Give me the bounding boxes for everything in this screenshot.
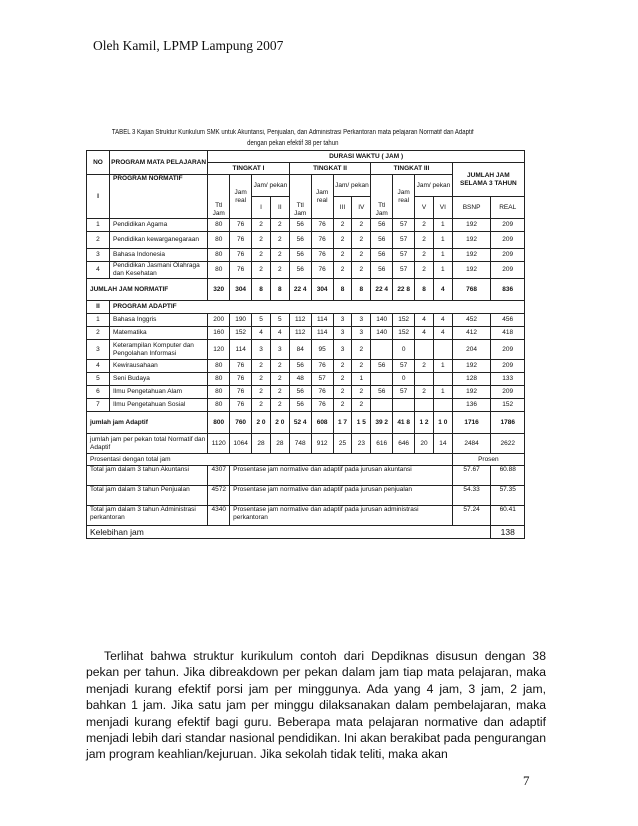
row-value: 80: [208, 360, 230, 373]
row-value: 2: [352, 249, 371, 262]
row-value: 76: [311, 262, 333, 279]
row-value: 28: [270, 434, 289, 454]
row-value: 56: [289, 219, 311, 232]
row-value: [393, 399, 415, 412]
row-value: 1 2: [415, 412, 434, 434]
row-value: 3: [352, 327, 371, 340]
percentage-real: 57.35: [491, 486, 525, 506]
header-program: PROGRAM MATA PELAJARAN: [109, 151, 207, 175]
row-value: 2: [352, 262, 371, 279]
row-value: 80: [208, 373, 230, 386]
row-value: 200: [208, 314, 230, 327]
row-value: 2: [252, 219, 271, 232]
curriculum-table: [86, 150, 525, 539]
row-value: 22 4: [289, 279, 311, 301]
header-ttl-jam-1: Ttl Jam: [208, 175, 230, 219]
row-value: 41 8: [393, 412, 415, 434]
row-value: 28: [252, 434, 271, 454]
header-jam-pekan-3: Jam/ pekan: [415, 175, 453, 197]
row-value: 57: [393, 360, 415, 373]
row-value: 768: [452, 279, 491, 301]
row-value: 2: [270, 232, 289, 249]
row-value: [371, 340, 393, 360]
row-value: 2: [415, 360, 434, 373]
row-value: 3: [333, 340, 352, 360]
row-value: 3: [270, 340, 289, 360]
caption-line-2: dengan pekan efektif 38 per tahun: [247, 140, 339, 147]
table-row: [87, 340, 525, 360]
row-value: 304: [230, 279, 252, 301]
row-number: 4: [87, 360, 110, 373]
table-row: [87, 360, 525, 373]
row-value: 4: [415, 327, 434, 340]
row-value: [433, 340, 452, 360]
row-value: 304: [311, 279, 333, 301]
table-row: [87, 373, 525, 386]
section-adaptif-row: [87, 301, 525, 314]
row-value: [415, 340, 434, 360]
row-value: 76: [230, 386, 252, 399]
row-value: 56: [289, 360, 311, 373]
row-value: [371, 373, 393, 386]
row-value: 2: [415, 262, 434, 279]
row-value: 57: [393, 249, 415, 262]
row-value: 2: [415, 249, 434, 262]
prosentasi-row: [87, 454, 525, 466]
row-number: 4: [87, 262, 110, 279]
row-value: 2: [333, 399, 352, 412]
row-value: 2 0: [252, 412, 271, 434]
row-value: 2: [352, 232, 371, 249]
row-value: 209: [491, 219, 525, 232]
row-value: 2: [270, 373, 289, 386]
header-semester-3: III: [333, 197, 352, 219]
body-paragraph: Terlihat bahwa struktur kurikulum contoh dari Depdiknas disusun dengan 38 pekan per tahun. Jika dibreakdown per pekan dalam jam tiap mata pelajaran, maka menjadi kurang efektif porsi jam per minggunya. Ada yang 4 jam, 3 jam, 2 jam, bahkan 1 jam. Jika satu jam per minggu dilaksanakan dalam pembelajaran, maka menjadi kurang efektif bagi guru. Beberapa mata pelajaran normative dan adaptif menjadi lebih dari standar nasional pendidikan. Ini akan berakibat pada pengurangan jam program keahlian/kejuruan. Jika sekolah tidak teliti, maka akan: [86, 649, 546, 762]
row-name: jumlah jam Adaptif: [87, 412, 208, 434]
row-value: 1: [433, 386, 452, 399]
row-value: 1064: [230, 434, 252, 454]
row-value: 4: [433, 279, 452, 301]
row-value: [415, 373, 434, 386]
row-value: 57: [393, 262, 415, 279]
row-value: 8: [270, 279, 289, 301]
row-value: 2: [333, 373, 352, 386]
row-value: 2: [352, 360, 371, 373]
percentage-real: 60.41: [491, 506, 525, 526]
row-value: 80: [208, 232, 230, 249]
row-value: 456: [491, 314, 525, 327]
percentage-bsnp: 54.33: [452, 486, 491, 506]
row-value: 2: [252, 249, 271, 262]
row-value: 2: [252, 386, 271, 399]
percentage-bsnp: 57.67: [452, 466, 491, 486]
table-row: [87, 232, 525, 249]
row-value: 8: [352, 279, 371, 301]
header-real: REAL: [491, 197, 525, 219]
row-value: 192: [452, 360, 491, 373]
row-name: Keterampilan Komputer dan Pengolahan Informasi: [109, 340, 207, 360]
row-value: 22 4: [371, 279, 393, 301]
row-value: 120: [208, 340, 230, 360]
row-value: 56: [289, 399, 311, 412]
row-value: 56: [289, 232, 311, 249]
row-value: 52 4: [289, 412, 311, 434]
row-value: 1 0: [433, 412, 452, 434]
row-value: 56: [371, 219, 393, 232]
row-name: Pendidikan Agama: [109, 219, 207, 232]
caption-line-1: TABEL 3 Kajian Struktur Kurikulum SMK untuk Akuntansi, Penjualan, dan Administrasi Perkantoran mata pelajaran Normatif dan Adaptif: [111, 129, 474, 136]
row-name: Matematika: [109, 327, 207, 340]
row-value: 1: [433, 232, 452, 249]
row-number: 5: [87, 373, 110, 386]
table-row: [87, 262, 525, 279]
row-value: 192: [452, 219, 491, 232]
section-normatif-label: PROGRAM NORMATIF: [109, 175, 207, 219]
row-value: 140: [371, 327, 393, 340]
row-number: 3: [87, 249, 110, 262]
row-value: 209: [491, 386, 525, 399]
row-value: 800: [208, 412, 230, 434]
row-value: 209: [491, 249, 525, 262]
page-number: 7: [523, 773, 530, 788]
row-value: 209: [491, 232, 525, 249]
header-jam-real-2: Jam real: [311, 175, 333, 219]
kelebihan-value: 138: [491, 526, 525, 539]
row-value: 114: [311, 327, 333, 340]
row-value: 2: [270, 399, 289, 412]
row-value: 192: [452, 232, 491, 249]
row-value: 114: [311, 314, 333, 327]
percentage-description: Prosentase jam normative dan adaptif pada jurusan akuntansi: [230, 466, 453, 486]
table-row: [87, 249, 525, 262]
row-value: 114: [230, 340, 252, 360]
row-value: 112: [289, 327, 311, 340]
row-value: 152: [393, 327, 415, 340]
row-value: 2 0: [270, 412, 289, 434]
row-value: 57: [393, 386, 415, 399]
row-value: 56: [371, 232, 393, 249]
row-value: 2: [270, 386, 289, 399]
row-name: Ilmu Pengetahuan Sosial: [109, 399, 207, 412]
row-value: 2: [252, 399, 271, 412]
row-value: 128: [452, 373, 491, 386]
row-value: 2: [352, 386, 371, 399]
row-number: 2: [87, 232, 110, 249]
row-value: 209: [491, 262, 525, 279]
row-number: 2: [87, 327, 110, 340]
row-value: 152: [393, 314, 415, 327]
row-value: 133: [491, 373, 525, 386]
total-row-normatif: [87, 279, 525, 301]
row-value: 56: [371, 386, 393, 399]
row-value: 152: [491, 399, 525, 412]
header-no: NO: [87, 151, 110, 175]
row-name: JUMLAH JAM NORMATIF: [87, 279, 208, 301]
row-value: 76: [311, 249, 333, 262]
row-value: 76: [311, 399, 333, 412]
row-value: 80: [208, 249, 230, 262]
row-value: 1120: [208, 434, 230, 454]
row-value: 112: [289, 314, 311, 327]
row-value: 152: [230, 327, 252, 340]
row-value: 8: [252, 279, 271, 301]
row-value: [415, 399, 434, 412]
row-value: 2484: [452, 434, 491, 454]
row-value: 3: [333, 327, 352, 340]
row-value: 2: [252, 373, 271, 386]
row-value: 2: [333, 360, 352, 373]
row-value: 76: [311, 232, 333, 249]
row-value: 56: [289, 249, 311, 262]
row-value: 5: [270, 314, 289, 327]
percentage-row: [87, 506, 525, 526]
row-value: 412: [452, 327, 491, 340]
section-adaptif-label: PROGRAM ADAPTIF: [109, 301, 524, 314]
row-value: 192: [452, 386, 491, 399]
total-label: Total jam dalam 3 tahun Akuntansi: [87, 466, 208, 486]
row-value: 4: [433, 327, 452, 340]
row-value: 76: [311, 386, 333, 399]
row-value: [371, 399, 393, 412]
row-value: 56: [371, 360, 393, 373]
total-hours: 4307: [208, 466, 230, 486]
row-value: 1: [352, 373, 371, 386]
row-value: 140: [371, 314, 393, 327]
prosen-label: Prosen: [452, 454, 524, 466]
percentage-description: Prosentase jam normative dan adaptif pada jurusan administrasi perkantoran: [230, 506, 453, 526]
row-value: 4: [252, 327, 271, 340]
section-adaptif-no: II: [87, 301, 110, 314]
table-row: [87, 386, 525, 399]
row-value: 912: [311, 434, 333, 454]
total-hours: 4340: [208, 506, 230, 526]
header-jumlah: JUMLAH JAM SELAMA 3 TAHUN: [452, 163, 524, 197]
row-value: 2: [415, 232, 434, 249]
page-header: Oleh Kamil, LPMP Lampung 2007: [93, 38, 284, 53]
header-semester-6: VI: [433, 197, 452, 219]
row-value: 4: [270, 327, 289, 340]
row-value: 760: [230, 412, 252, 434]
row-value: 190: [230, 314, 252, 327]
row-value: 2: [270, 219, 289, 232]
row-name: Pendidikan Jasmani Olahraga dan Kesehatan: [109, 262, 207, 279]
row-value: 2: [252, 262, 271, 279]
row-value: 320: [208, 279, 230, 301]
row-name: Seni Budaya: [109, 373, 207, 386]
prosentasi-label: Prosentasi dengan total jam: [87, 454, 453, 466]
row-name: Bahasa Indonesia: [109, 249, 207, 262]
row-value: 56: [289, 386, 311, 399]
row-value: 23: [352, 434, 371, 454]
row-value: 76: [311, 219, 333, 232]
row-value: 2: [270, 249, 289, 262]
header-jam-real-3: Jam real: [393, 175, 415, 219]
row-name: Kewirausahaan: [109, 360, 207, 373]
table-row: [87, 314, 525, 327]
table-row: [87, 327, 525, 340]
row-value: 56: [371, 249, 393, 262]
header-semester-5: V: [415, 197, 434, 219]
row-value: 95: [311, 340, 333, 360]
table-caption: [95, 127, 491, 149]
row-name: Ilmu Pengetahuan Alam: [109, 386, 207, 399]
row-name: jumlah jam per pekan total Normatif dan Adaptif: [87, 434, 208, 454]
row-value: 204: [452, 340, 491, 360]
row-value: 1 5: [352, 412, 371, 434]
row-value: 2: [333, 232, 352, 249]
row-value: [433, 399, 452, 412]
row-value: 2: [415, 386, 434, 399]
row-value: 1 7: [333, 412, 352, 434]
header-ttl-jam-2: Ttl Jam: [289, 175, 311, 219]
row-value: 2: [270, 360, 289, 373]
row-value: 56: [289, 262, 311, 279]
row-value: 0: [393, 340, 415, 360]
header-semester-2: II: [270, 197, 289, 219]
percentage-row: [87, 486, 525, 506]
header-jam-pekan-1: Jam/ pekan: [252, 175, 290, 197]
percentage-row: [87, 466, 525, 486]
row-value: 2: [415, 219, 434, 232]
total-row-adaptif: [87, 412, 525, 434]
row-value: 25: [333, 434, 352, 454]
row-value: 2: [333, 386, 352, 399]
row-value: 57: [393, 219, 415, 232]
row-value: 76: [230, 360, 252, 373]
row-value: 452: [452, 314, 491, 327]
row-value: 80: [208, 262, 230, 279]
kelebihan-row: [87, 526, 525, 539]
row-value: 2: [352, 219, 371, 232]
row-value: 2: [270, 262, 289, 279]
row-value: 192: [452, 262, 491, 279]
total-label: Total jam dalam 3 tahun Administrasi perkantoran: [87, 506, 208, 526]
row-value: 136: [452, 399, 491, 412]
body-text: [86, 648, 546, 763]
row-value: 2: [252, 360, 271, 373]
row-value: 0: [393, 373, 415, 386]
row-value: 1: [433, 249, 452, 262]
row-value: 2: [333, 262, 352, 279]
row-value: [433, 373, 452, 386]
row-value: 3: [252, 340, 271, 360]
row-value: 8: [415, 279, 434, 301]
row-value: 1: [433, 360, 452, 373]
row-value: 8: [333, 279, 352, 301]
total-label: Total jam dalam 3 tahun Penjualan: [87, 486, 208, 506]
row-value: 1786: [491, 412, 525, 434]
total-hours: 4572: [208, 486, 230, 506]
row-value: 76: [230, 232, 252, 249]
row-number: 1: [87, 219, 110, 232]
row-value: 209: [491, 340, 525, 360]
header-semester-1: I: [252, 197, 271, 219]
row-value: 80: [208, 399, 230, 412]
percentage-description: Prosentase jam normative dan adaptif pada jurusan penjualan: [230, 486, 453, 506]
table-row: [87, 219, 525, 232]
row-value: 80: [208, 386, 230, 399]
row-value: 646: [393, 434, 415, 454]
kelebihan-label: Kelebihan jam: [87, 526, 491, 539]
total-row-pekan: [87, 434, 525, 454]
row-value: 84: [289, 340, 311, 360]
table-row: [87, 399, 525, 412]
row-value: 5: [252, 314, 271, 327]
row-value: 22 8: [393, 279, 415, 301]
row-value: 1: [433, 262, 452, 279]
row-value: 20: [415, 434, 434, 454]
row-value: 836: [491, 279, 525, 301]
header-tingkat-3: TINGKAT III: [371, 163, 453, 175]
row-value: 160: [208, 327, 230, 340]
row-number: 3: [87, 340, 110, 360]
row-value: 14: [433, 434, 452, 454]
header-ttl-jam-3: Ttl Jam: [371, 175, 393, 219]
header-durasi: DURASI WAKTU ( JAM ): [208, 151, 525, 163]
row-value: 616: [371, 434, 393, 454]
row-value: 76: [311, 360, 333, 373]
row-value: 2622: [491, 434, 525, 454]
header-jam-pekan-2: Jam/ pekan: [333, 175, 371, 197]
row-name: Pendidikan kewarganegaraan: [109, 232, 207, 249]
row-value: 76: [230, 262, 252, 279]
header-tingkat-2: TINGKAT II: [289, 163, 371, 175]
row-value: 39 2: [371, 412, 393, 434]
row-value: 2: [333, 219, 352, 232]
percentage-bsnp: 57.24: [452, 506, 491, 526]
row-value: 192: [452, 249, 491, 262]
row-value: 209: [491, 360, 525, 373]
row-value: 4: [415, 314, 434, 327]
row-value: 76: [230, 399, 252, 412]
row-value: 4: [433, 314, 452, 327]
row-value: 2: [333, 249, 352, 262]
row-number: 7: [87, 399, 110, 412]
header-semester-4: IV: [352, 197, 371, 219]
row-value: 748: [289, 434, 311, 454]
row-number: 6: [87, 386, 110, 399]
row-value: 76: [230, 373, 252, 386]
percentage-real: 60.88: [491, 466, 525, 486]
row-value: 2: [352, 399, 371, 412]
row-value: 608: [311, 412, 333, 434]
row-value: 418: [491, 327, 525, 340]
row-name: Bahasa Inggris: [109, 314, 207, 327]
header-bsnp: BSNP: [452, 197, 491, 219]
row-value: 3: [352, 314, 371, 327]
row-value: 56: [371, 262, 393, 279]
section-normatif-no: I: [87, 175, 110, 219]
row-value: 57: [311, 373, 333, 386]
row-value: 3: [333, 314, 352, 327]
row-value: 2: [252, 232, 271, 249]
row-value: 76: [230, 249, 252, 262]
row-value: 80: [208, 219, 230, 232]
row-value: 57: [393, 232, 415, 249]
header-tingkat-1: TINGKAT I: [208, 163, 290, 175]
row-value: 48: [289, 373, 311, 386]
row-value: 1716: [452, 412, 491, 434]
row-value: 76: [230, 219, 252, 232]
header-jam-real-1: Jam real: [230, 175, 252, 219]
row-value: 1: [433, 219, 452, 232]
row-number: 1: [87, 314, 110, 327]
row-value: 2: [352, 340, 371, 360]
